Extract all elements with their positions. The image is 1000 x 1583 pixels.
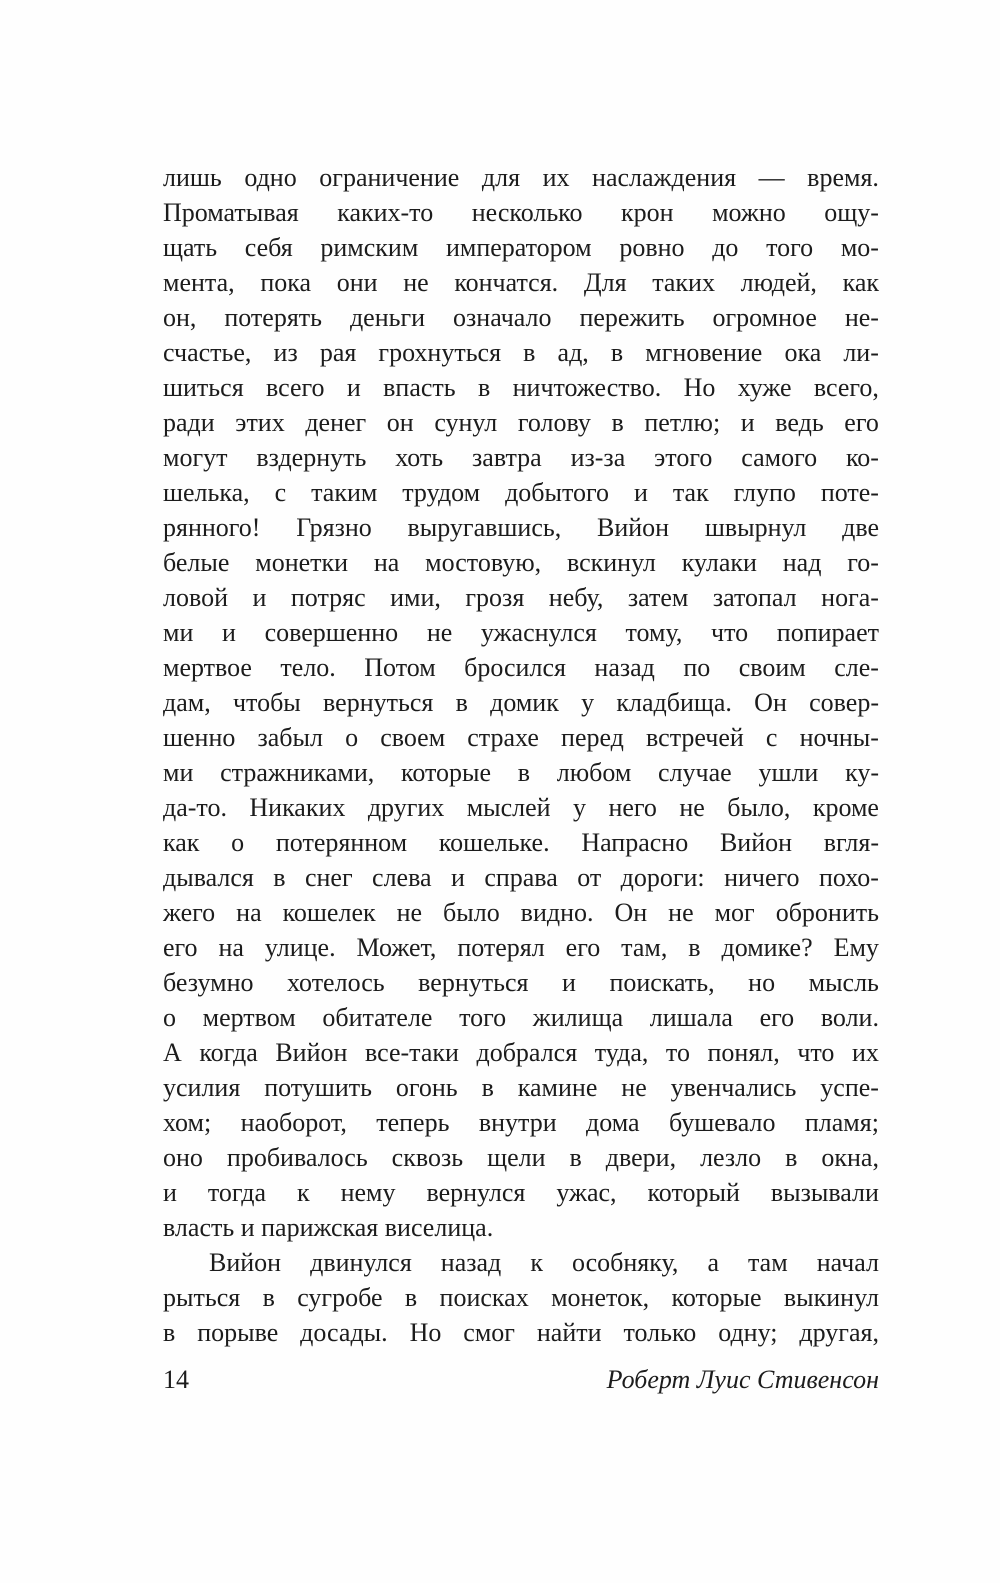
text-line: белые монетки на мостовую, вскинул кулаки над го- xyxy=(163,548,879,577)
text-line: он, потерять деньги означало пережить огромное не- xyxy=(163,303,879,332)
text-line: как о потерянном кошельке. Напрасно Вийон вгля- xyxy=(163,828,879,857)
running-title: Роберт Луис Стивенсон xyxy=(606,1365,879,1394)
text-line: хом; наоборот, теперь внутри дома бушевало пламя; xyxy=(163,1108,879,1137)
text-line: Проматывая каких-то несколько крон можно ощу- xyxy=(163,198,879,227)
text-line: мертвое тело. Потом бросился назад по своим сле- xyxy=(163,653,879,682)
text-line: щать себя римским императором ровно до того мо- xyxy=(163,233,879,262)
text-line: о мертвом обитателе того жилища лишала его воли. xyxy=(163,1003,879,1032)
text-line: усилия потушить огонь в камине не увенчались успе- xyxy=(163,1073,879,1102)
text-line: власть и парижская виселица. xyxy=(163,1213,494,1242)
text-line: жего на кошелек не было видно. Он не мог обронить xyxy=(163,898,879,927)
text-line: да-то. Никаких других мыслей у него не было, кроме xyxy=(163,793,879,822)
text-block xyxy=(163,160,879,1350)
text-line: шелька, с таким трудом добытого и так глупо поте- xyxy=(163,478,879,507)
text-line: шенно забыл о своем страхе перед встречей с ночны- xyxy=(163,723,879,752)
text-line: оно пробивалось сквозь щели в двери, лезло в окна, xyxy=(163,1143,879,1172)
text-line: рянного! Грязно выругавшись, Вийон швырнул две xyxy=(163,513,879,542)
text-line: А когда Вийон все-таки добрался туда, то понял, что их xyxy=(163,1038,879,1067)
text-line: его на улице. Может, потерял его там, в домике? Ему xyxy=(163,933,879,962)
text-line: могут вздернуть хоть завтра из-за этого самого ко- xyxy=(163,443,879,472)
text-line: лишь одно ограничение для их наслаждения — время. xyxy=(163,163,879,192)
text-line: шиться всего и впасть в ничтожество. Но хуже всего, xyxy=(163,373,879,402)
text-line: безумно хотелось вернуться и поискать, но мысль xyxy=(163,968,879,997)
footer xyxy=(163,1362,879,1397)
text-line: счастье, из рая грохнуться в ад, в мгновение ока ли- xyxy=(163,338,879,367)
text-line: в порыве досады. Но смог найти только одну; другая, xyxy=(163,1318,879,1347)
text-line: Вийон двинулся назад к особняку, а там начал xyxy=(209,1248,879,1277)
text-line: мента, пока они не кончатся. Для таких людей, как xyxy=(163,268,879,297)
text-line: ловой и потряс ими, грозя небу, затем затопал нога- xyxy=(163,583,879,612)
text-line: и тогда к нему вернулся ужас, который вызывали xyxy=(163,1178,879,1207)
text-line: ми и совершенно не ужаснулся тому, что попирает xyxy=(163,618,879,647)
text-line: ради этих денег он сунул голову в петлю; и ведь его xyxy=(163,408,879,437)
text-line: рыться в сугробе в поисках монеток, которые выкинул xyxy=(163,1283,879,1312)
page-number: 14 xyxy=(163,1365,189,1394)
text-line: дам, чтобы вернуться в домик у кладбища. Он совер- xyxy=(163,688,879,717)
text-line: ми стражниками, которые в любом случае ушли ку- xyxy=(163,758,879,787)
text-line: дывался в снег слева и справа от дороги: ничего похо- xyxy=(163,863,879,892)
